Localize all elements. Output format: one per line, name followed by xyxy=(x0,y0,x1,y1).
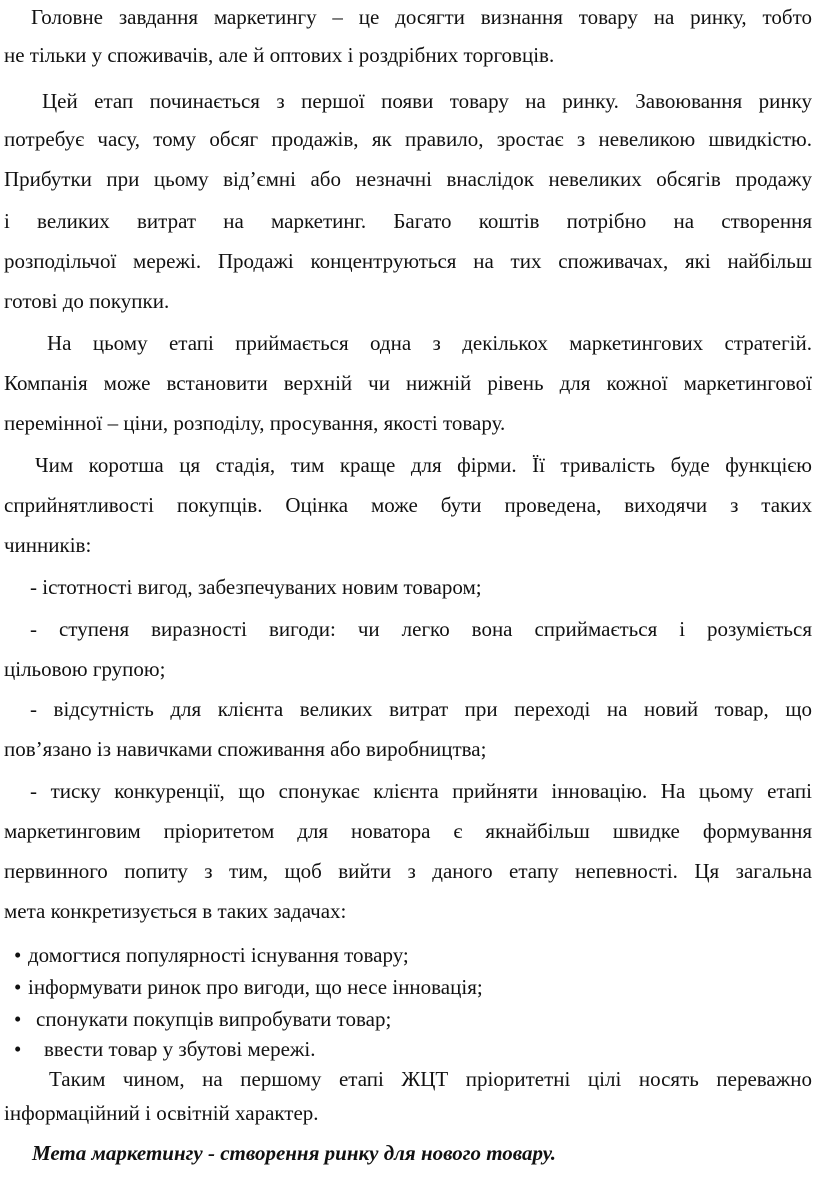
bullet-item-3 xyxy=(4,1004,816,1034)
emphasis-statement: Мета маркетингу - створення ринку для нового товару. xyxy=(32,1141,557,1165)
dash-item-3-line-2: пов’язано із навичками споживання або виробництва; xyxy=(4,737,487,761)
paragraph-3-line-3: перемінної – ціни, розподілу, просування, якості товару. xyxy=(4,411,506,435)
paragraph-2-line-3: Прибутки при цьому від’ємні або незначні внаслідок невеликих обсягів продажу xyxy=(4,167,812,191)
dash-item-4-line-1: - тиску конкуренції, що спонукає клієнта прийняти інновацію. На цьому етапі xyxy=(30,779,812,803)
paragraph-2-line-4: і великих витрат на маркетинг. Багато коштів потрібно на створення xyxy=(4,209,812,233)
bullet-item-4 xyxy=(4,1034,816,1064)
paragraph-2-line-2: потребує часу, тому обсяг продажів, як правило, зростає з невеликою швидкістю. xyxy=(4,127,812,151)
paragraph-4-line-3: чинників: xyxy=(4,533,92,557)
paragraph-4-line-1: Чим коротша ця стадія, тим краще для фірми. Її тривалість буде функцією xyxy=(35,453,812,477)
paragraph-2-line-6: готові до покупки. xyxy=(4,289,170,313)
dash-item-4-line-4: мета конкретизується в таких задачах: xyxy=(4,899,347,923)
dash-item-3-line-1: - відсутність для клієнта великих витрат при переході на новий товар, що xyxy=(30,697,812,721)
paragraph-3-line-2: Компанія може встановити верхній чи нижній рівень для кожної маркетингової xyxy=(4,371,812,395)
dash-item-2-line-1: - ступеня виразності вигоди: чи легко вона сприймається і розуміється xyxy=(30,617,812,641)
dash-item-4-line-2: маркетинговим пріоритетом для новатора є якнайбільш швидке формування xyxy=(4,819,812,843)
paragraph-3-line-1: На цьому етапі приймається одна з декількох маркетингових стратегій. xyxy=(47,331,812,355)
paragraph-4-line-2: сприйнятливості покупців. Оцінка може бути проведена, виходячи з таких xyxy=(4,493,812,517)
bullet-item-1-text: домогтися популярності існування товару; xyxy=(28,943,409,967)
bullet-item-1 xyxy=(4,940,816,970)
bullet-item-3-text: спонукати покупців випробувати товар; xyxy=(36,1007,392,1031)
bullet-dot-icon: • xyxy=(14,943,22,967)
bullet-dot-icon: • xyxy=(14,975,22,999)
dash-item-1: - істотності вигод, забезпечуваних новим товаром; xyxy=(30,575,482,599)
dash-item-4-line-3: первинного попиту з тим, щоб вийти з даного етапу непевності. Ця загальна xyxy=(4,859,812,883)
conclusion-line-1: Таким чином, на першому етапі ЖЦТ пріоритетні цілі носять переважно xyxy=(49,1067,812,1091)
bullet-dot-icon: • xyxy=(14,1007,22,1031)
paragraph-1-line-1: Головне завдання маркетингу – це досягти визнання товару на ринку, тобто xyxy=(31,5,812,29)
bullet-item-2-text: інформувати ринок про вигоди, що несе інновація; xyxy=(28,975,483,999)
paragraph-1-line-2: не тільки у споживачів, але й оптових і роздрібних торговців. xyxy=(4,43,555,67)
paragraph-2-line-5: розподільчої мережі. Продажі концентруються на тих споживачах, які найбільш xyxy=(4,249,812,273)
bullet-item-2 xyxy=(4,972,816,1002)
paragraph-2-line-1: Цей етап починається з першої появи товару на ринку. Завоювання ринку xyxy=(42,89,812,113)
bullet-dot-icon: • xyxy=(14,1037,22,1061)
dash-item-2-line-2: цільовою групою; xyxy=(4,657,166,681)
conclusion-line-2: інформаційний і освітній характер. xyxy=(4,1101,319,1125)
bullet-item-4-text: ввести товар у збутові мережі. xyxy=(44,1037,316,1061)
